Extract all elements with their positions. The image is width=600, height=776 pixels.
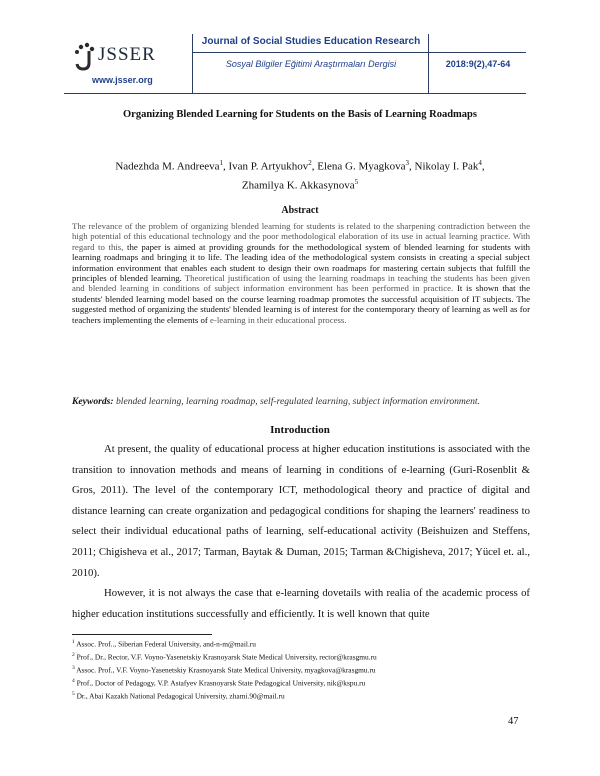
author-name: Elena G. Myagkova: [317, 160, 406, 173]
footnote: [72, 676, 530, 689]
keywords-list: blended learning, learning roadmap, self-regulated learning, subject information environment.: [113, 396, 480, 407]
paper-title: Organizing Blended Learning for Students on the Basis of Learning Roadmaps: [123, 109, 477, 120]
footnotes: [72, 637, 530, 702]
journal-website-link[interactable]: www.jsser.org: [92, 75, 153, 85]
keywords: [72, 396, 530, 407]
author-name: Ivan P. Artyukhov: [228, 160, 309, 173]
footnote: [72, 637, 530, 650]
body-text: [72, 439, 530, 624]
footnote-mark: 2: [72, 652, 75, 659]
author-name: Nikolay I. Pak: [414, 160, 479, 173]
footnote-text: Prof., Doctor of Pedagogy, V.P. Astafyev Krasnoyarsk State Pedagogical University, nik@kspu.ru: [74, 678, 366, 688]
abstract-segment: the paper is aimed at providing grounds for the methodological system of blended learning for students with learning roadmaps and bringing it to life. The leading idea of the methodological system consists in creating a special subject information environment that enables each student to design their own roadmaps for mastering certain subjects that fulfill the principles of blended learning.: [72, 241, 530, 284]
journal-header: [64, 34, 526, 94]
author-affiliation-mark: 3: [405, 159, 410, 167]
journal-logo: [64, 34, 192, 94]
author-affiliation-mark: 5: [354, 177, 359, 186]
keywords-label: Keywords:: [72, 396, 114, 407]
header-divider: [428, 34, 429, 93]
footnote: [72, 663, 530, 676]
abstract-segment: e-learning in their educational process.: [210, 314, 347, 325]
abstract-segment: The relevance of the problem of organizing blended learning for students is related to the sharpening contradiction between the high potential of this educational technology and the poor methodological elaboration of its use in actual learning practice. With regard to this,: [72, 221, 530, 252]
footnote-rule: [72, 634, 212, 635]
author-affiliation-mark: 1: [219, 159, 223, 167]
author-name: Zhamilya K. Akkasynova: [241, 179, 355, 192]
abstract-segment: Theoretical justification of using the learning roadmaps in teaching the students has been given and blended learning in conditions of subject information environment has been performed in practice.: [72, 273, 530, 294]
author-affiliation-mark: 2: [308, 159, 312, 167]
introduction-heading: Introduction: [270, 424, 330, 436]
jsser-logo-icon: [72, 38, 98, 72]
footnote-text: Dr., Abai Kazakh National Pedagogical University, zhami.90@mail.ru: [74, 691, 285, 701]
footnote: [72, 650, 530, 663]
body-paragraph: However, it is not always the case that e-learning dovetails with realia of the academic process of higher education institutions successfully and efficiently. It is well known that quite: [72, 587, 530, 620]
footnote-text: Assoc. Prof.., Siberian Federal University, and-n-m@mail.ru: [74, 639, 256, 649]
body-paragraph: At present, the quality of educational process at higher education institutions is associated with the transition to innovation methods and means of learning in conditions of e-learning (Guri-Rosenblit & Gros, 2011). The level of the contemporary ICT, methodological theory and practice of digital and distance learning can create organization and pedagogical conditions for shaping the learners' readiness to select their individual educational paths of learning, self-educational activity (Beishuizen and Steffens, 2011; Chigisheva et al., 2017; Tarman, Baytak & Duman, 2015; Tarman &Chigisheva, 2017; Yücel et. al., 2010).: [72, 443, 530, 579]
journal-title: Journal of Social Studies Education Research: [201, 36, 421, 47]
footnote-mark: 4: [72, 678, 75, 685]
author-name: Nadezhda M. Andreeva: [115, 160, 220, 173]
footnote-mark: 3: [72, 665, 75, 672]
header-rule: [193, 52, 526, 53]
journal-subtitle: Sosyal Bilgiler Eğitimi Araştırmaları Dergisi: [225, 59, 397, 69]
author-affiliation-mark: 4: [478, 159, 482, 167]
abstract-segment: It is shown that the students' blended learning model based on the course learning roadmap promotes the successful acquisition of IT subjects. The suggested method of organizing the students' blended learning is of interest for the contemporary theory of learning as well as for teachers implementing the elements of: [72, 283, 530, 325]
journal-volume: 2018:9(2),47-64: [445, 59, 511, 69]
abstract-text: [72, 221, 530, 325]
header-divider: [192, 34, 193, 93]
header-bottom-rule: [64, 93, 526, 94]
abstract-heading: Abstract: [281, 205, 319, 216]
footnote-text: Prof., Dr., Rector, V.F. Voyno-Yasenetskiy Krasnoyarsk State Medical University, rector@krasgmu.ru: [74, 652, 377, 662]
author-list: Nadezhda M. Andreeva$^1$, Ivan P. Artyukhov$^2$, Elena G. Myagkova$^3$, Nikolay I. Pak$^4$, Zhamilya K. Akkasynova$^5$: [115, 159, 485, 192]
page-number: 47: [508, 716, 519, 727]
footnote-mark: 1: [72, 639, 75, 645]
footnote-mark: 5: [72, 691, 75, 698]
footnote: [72, 689, 530, 702]
logo-text: JSSER: [98, 44, 156, 65]
footnote-text: Assoc. Prof., V.F. Voyno-Yasenetskiy Krasnoyarsk State Medical University, myagkova@krasgmu.ru: [74, 665, 376, 675]
